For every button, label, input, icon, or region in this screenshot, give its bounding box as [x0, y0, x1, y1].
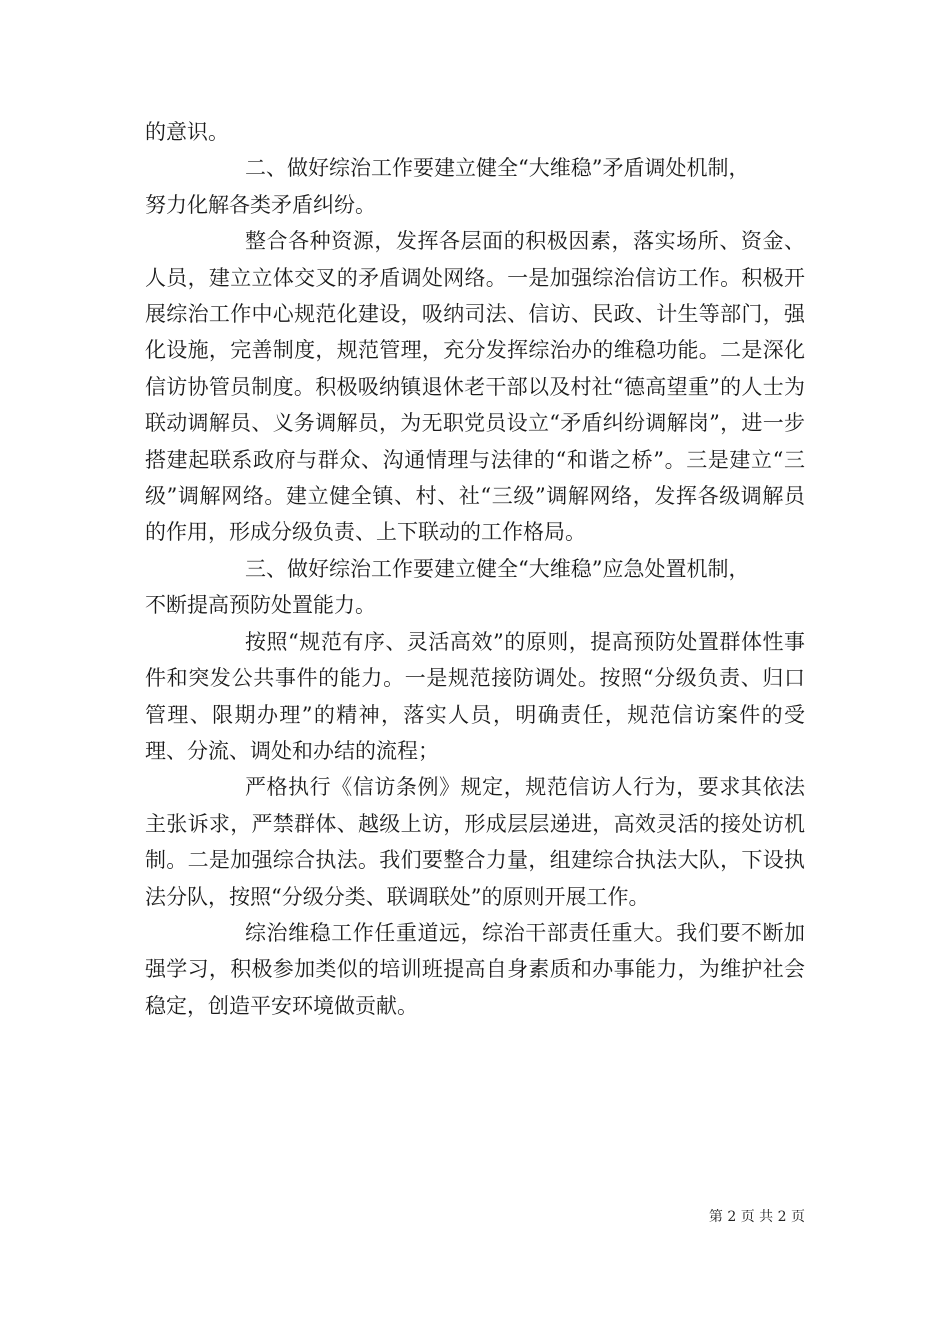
section-heading-two-line2: 努力化解各类矛盾纠纷。 [145, 192, 376, 217]
section-heading-three-line2: 不断提高预防处置能力。 [145, 593, 376, 618]
paragraph-emergency-handling: 按照“规范有序、灵活高效”的原则，提高预防处置群体性事件和突发公共事件的能力。一是规范接防调处。按照“分级负责、归口管理、限期办理”的精神，落实人员，明确责任，规范信访案件的受理、分流、调处和办结的流程； [145, 629, 805, 763]
paragraph-continuation: 的意识。 [145, 120, 229, 144]
paragraph-conclusion: 综治维稳工作任重道远，综治干部责任重大。我们要不断加强学习，积极参加类似的培训班提高自身素质和办事能力，为维护社会稳定，创造平安环境做贡献。 [145, 920, 805, 1018]
section-heading-three [145, 551, 805, 624]
paragraph-mediation-network: 整合各种资源，发挥各层面的积极因素，落实场所、资金、人员，建立立体交叉的矛盾调处网络。一是加强综治信访工作。积极开展综治工作中心规范化建设，吸纳司法、信访、民政、计生等部门，强化设施，完善制度，规范管理，充分发挥综治办的维稳功能。二是深化信访协管员制度。积极吸纳镇退休老干部以及村社“德高望重”的人士为联动调解员、义务调解员，为无职党员设立“矛盾纠纷调解岗”，进一步搭建起联系政府与群众、沟通情理与法律的“和谐之桥”。三是建立“三级”调解网络。建立健全镇、村、社“三级”调解网络，发挥各级调解员的作用，形成分级负责、上下联动的工作格局。 [145, 229, 805, 545]
page-number-footer: 第 2 页 共 2 页 [708, 1209, 805, 1225]
section-heading-two-line1: 二、做好综治工作要建立健全“大维稳”矛盾调处机制， [245, 156, 750, 181]
paragraph-petition-regulation: 严格执行《信访条例》规定，规范信访人行为，要求其依法主张诉求，严禁群体、越级上访，形成层层递进，高效灵活的接处访机制。二是加强综合执法。我们要整合力量，组建综合执法大队，下设执法分队，按照“分级分类、联调联处”的原则开展工作。 [145, 775, 805, 909]
document-body [145, 114, 805, 1024]
section-heading-two [145, 150, 805, 223]
section-heading-three-line1: 三、做好综治工作要建立健全“大维稳”应急处置机制， [245, 556, 750, 581]
